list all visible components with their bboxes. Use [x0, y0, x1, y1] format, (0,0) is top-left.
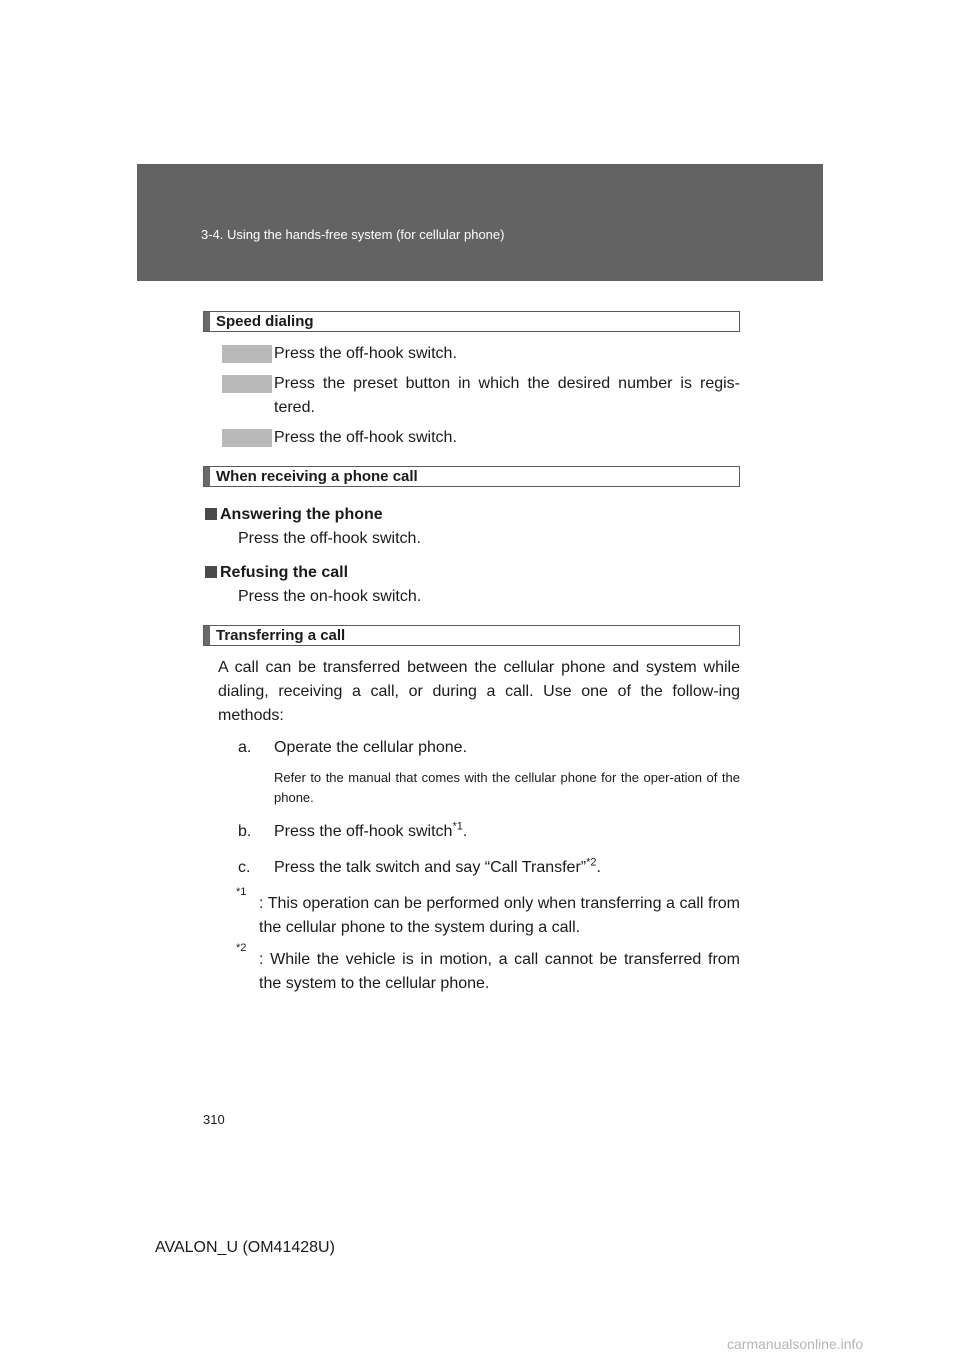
footnote-ref-1: *1: [452, 820, 463, 833]
page-content: [203, 311, 740, 996]
step-2: Press the preset button in which the desired number is regis-tered.: [203, 372, 740, 420]
step-chip-icon: [222, 375, 272, 393]
step-3: Press the off-hook switch.: [203, 426, 740, 450]
document-code: AVALON_U (OM41428U): [155, 1239, 335, 1256]
watermark: carmanualsonline.info: [727, 1336, 864, 1352]
refuse-text: Press the on-hook switch.: [238, 588, 422, 605]
step-chip-icon: [222, 429, 272, 447]
footnote-1: *1 : This operation can be performed only when transferring a call from the cellular phone to the system during a call.: [236, 886, 740, 936]
header-band: [137, 164, 823, 281]
square-bullet-icon: [205, 508, 217, 520]
step-1: Press the off-hook switch.: [203, 342, 740, 366]
page-number: 310: [203, 1112, 225, 1127]
answer-title: Answering the phone: [203, 503, 740, 527]
transfer-intro: A call can be transferred between the cellular phone and system while dialing, receiving a call, or during a call. Use one of the follow-ing methods:: [218, 659, 740, 724]
section-heading-speed-dialing: Speed dialing: [203, 311, 740, 332]
step-chip-icon: [222, 345, 272, 363]
method-a: a. Operate the cellular phone.: [238, 739, 468, 756]
method-a-note: Refer to the manual that comes with the cellular phone for the oper-ation of the phone.: [274, 770, 740, 805]
section-breadcrumb: 3-4. Using the hands-free system (for cellular phone): [201, 227, 505, 242]
method-c: c. Press the talk switch and say “Call Transfer”$^{*2}$.: [238, 856, 601, 876]
footnote-ref-2: *2: [586, 856, 597, 869]
footnote-2: *2 : While the vehicle is in motion, a call cannot be transferred from the system to the cellular phone.: [236, 942, 740, 992]
square-bullet-icon: [205, 566, 217, 578]
section-heading-transfer: Transferring a call: [203, 625, 740, 646]
refuse-title: Refusing the call: [203, 561, 740, 585]
section-heading-receiving: When receiving a phone call: [203, 466, 740, 487]
answer-text: Press the off-hook switch.: [238, 530, 421, 547]
method-b: b. Press the off-hook switch$^{*1}$.: [238, 820, 468, 840]
